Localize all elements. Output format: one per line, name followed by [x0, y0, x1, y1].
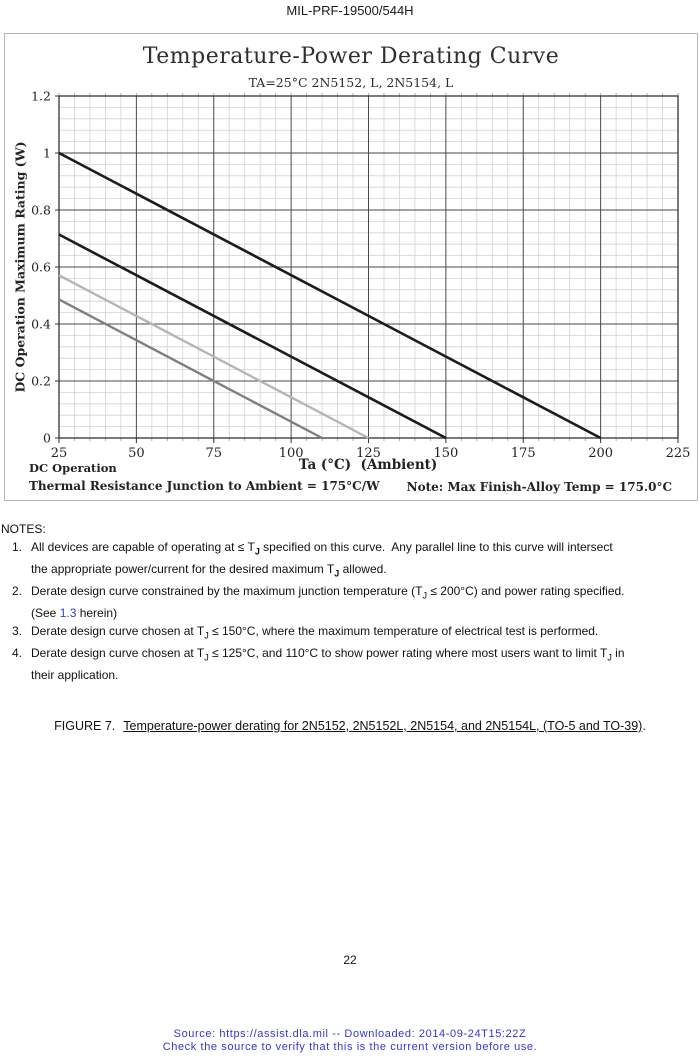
figure-caption-period: . — [642, 719, 646, 733]
y-tick-label: 0.6 — [31, 259, 51, 275]
note-item — [1, 583, 699, 623]
y-axis-title: DC Operation Maximum Rating (W) — [12, 141, 28, 393]
chart-subtitle: TA=25°C 2N5152, L, 2N5154, L — [248, 75, 454, 90]
y-tick-label: 0.4 — [31, 316, 51, 332]
note-number: 4. — [12, 645, 23, 660]
x-tick-label: 100 — [278, 446, 304, 461]
y-tick-label: 0.8 — [31, 202, 51, 218]
x-tick-label: 175 — [510, 446, 536, 461]
x-tick-label: 50 — [128, 446, 145, 461]
x-tick-label: 150 — [433, 446, 459, 461]
notes-heading: NOTES: — [1, 522, 46, 536]
derating-figure — [4, 33, 698, 501]
y-tick-label: 1.2 — [31, 88, 51, 104]
see-1-3-link[interactable]: 1.3 — [59, 605, 77, 620]
note-number: 3. — [12, 623, 23, 638]
note-body — [31, 583, 699, 623]
subscript: J — [607, 652, 612, 663]
note-body — [31, 645, 699, 685]
chart-title: Temperature-Power Derating Curve — [142, 44, 560, 69]
note-body — [31, 623, 699, 645]
note-line: All devices are capable of operating at ≤ $T_J$ specified on this curve. Any parallel line to this curve will intersect — [31, 539, 613, 557]
dc-operation-label: DC Operation — [29, 461, 117, 475]
notes-list — [1, 539, 699, 685]
thermal-resistance-label: Thermal Resistance Junction to Ambient = 175°C/W — [29, 479, 380, 493]
x-tick-label: 200 — [588, 446, 614, 461]
finish-alloy-note-label: Note: Max Finish-Alloy Temp = 175.0°C — [406, 480, 672, 494]
note-item — [1, 623, 699, 645]
subscript: J — [204, 652, 209, 663]
x-tick-label: 75 — [205, 446, 223, 461]
y-tick-label: 1 — [43, 145, 51, 161]
derating-curve — [59, 235, 446, 438]
x-tick-label: 225 — [665, 446, 691, 461]
document-footer — [0, 1028, 700, 1053]
subscript: J — [204, 630, 209, 641]
x-tick-label: 125 — [356, 446, 381, 461]
derating-curve — [59, 153, 601, 438]
subscript: J — [254, 546, 260, 557]
figure-caption — [0, 719, 700, 733]
note-body — [31, 539, 699, 583]
subscript: J — [422, 590, 428, 601]
figure-caption-prefix: FIGURE 7. — [54, 719, 116, 733]
note-line: Derate design curve chosen at $T_J \le 125^\circ C$, and 110°C to show power rating where most users want to limit $T_J$ in — [31, 645, 625, 663]
subscript: J — [334, 568, 340, 579]
note-item — [1, 539, 699, 583]
note-line: Derate design curve constrained by the maximum junction temperature $(T_J \le 200^\circ C)$ and power rating specified. — [31, 583, 625, 601]
note-line: (See 1.3 herein) — [31, 605, 118, 620]
derating-curve — [59, 299, 322, 438]
x-axis-title: Ta (°C) (Ambient) — [298, 457, 438, 473]
y-tick-label: 0 — [43, 430, 51, 446]
document-header: MIL-PRF-19500/544H — [286, 3, 414, 18]
note-line: their application. — [31, 667, 119, 682]
footer-warning-line: Check the source to verify that this is the current version before use. — [162, 1040, 538, 1053]
note-line: the appropriate power/current for the desired maximum $T_J$ allowed. — [31, 561, 387, 579]
derating-chart-canvas — [5, 34, 697, 500]
note-line: Derate design curve chosen at $T_J \le 150^\circ C$, where the maximum temperature of electrical test is performed. — [31, 623, 599, 641]
note-item — [1, 645, 699, 685]
y-tick-label: 0.2 — [31, 373, 51, 389]
note-number: 1. — [12, 539, 23, 554]
notes-section — [1, 521, 699, 685]
page-number: 22 — [343, 953, 357, 967]
figure-caption-text: Temperature-power derating for 2N5152, 2N5152L, 2N5154, and 2N5154L, (TO-5 and TO-39) — [123, 719, 643, 733]
note-number: 2. — [12, 583, 23, 598]
x-tick-label: 25 — [50, 446, 68, 461]
footer-source-line: Source: https://assist.dla.mil -- Downloaded: 2014-09-24T15:22Z — [173, 1028, 527, 1040]
